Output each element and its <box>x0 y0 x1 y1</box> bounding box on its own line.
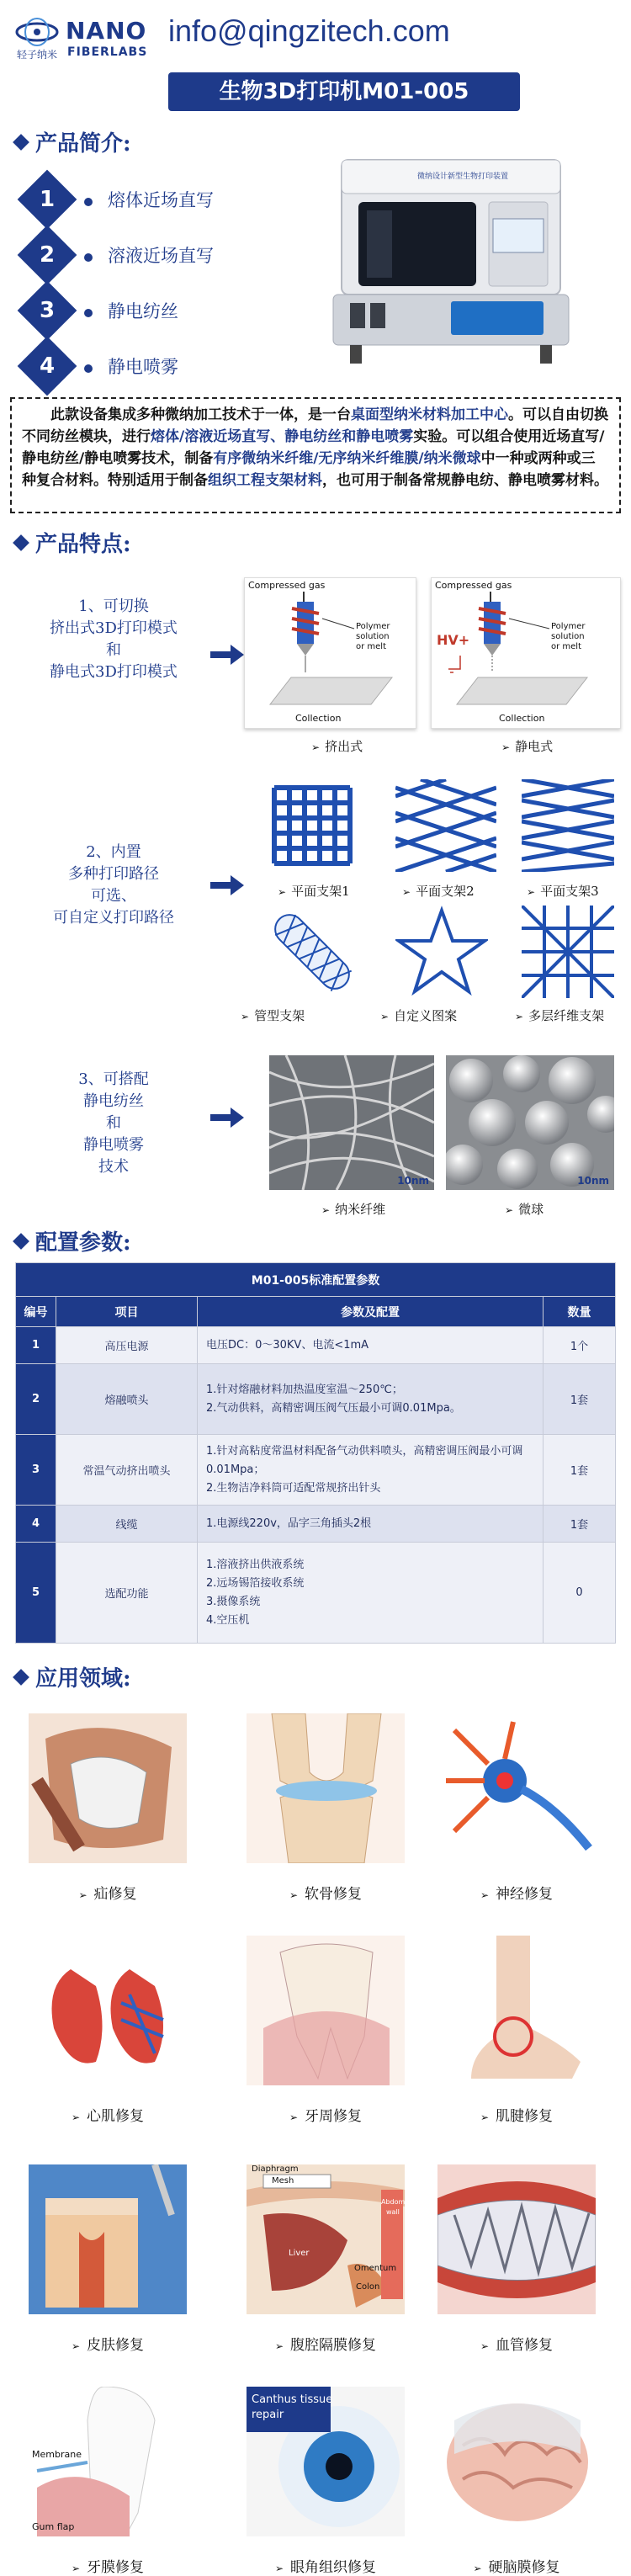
spec-line: 电压DC：0～30KV、电流<1mA <box>206 1338 369 1352</box>
compressed-gas-label: Compressed gas <box>248 580 326 591</box>
row-item: 选配功能 <box>56 1543 198 1644</box>
application-caption <box>11 1882 204 1903</box>
company-logo <box>13 15 165 66</box>
caption-nanofiber: ➢ 纳米纤维 <box>321 1202 386 1217</box>
feature-line: 和 <box>106 641 121 659</box>
caption-multilayer: ➢ 多层纤维支架 <box>515 1008 605 1023</box>
neuron-icon <box>437 1713 596 1863</box>
feature-item <box>84 242 214 268</box>
application-label: 疝修复 <box>93 1886 137 1903</box>
application-label: 腹腔隔膜修复 <box>290 2337 377 2354</box>
application-label: 硬脑膜修复 <box>488 2559 560 2576</box>
feature-number: 1 <box>39 187 56 212</box>
arrow-bullet-icon: ➢ <box>480 2111 490 2123</box>
arrow-bullet-icon: ➢ <box>78 1889 87 1901</box>
gum-icon <box>29 2387 187 2536</box>
row-spec <box>198 1543 544 1644</box>
arrow-right-icon <box>210 1107 244 1128</box>
arrow-bullet-icon: ➢ <box>289 1889 299 1901</box>
hernia-icon <box>29 1713 187 1863</box>
application-image <box>437 2164 596 2314</box>
application-label: 软骨修复 <box>305 1886 363 1903</box>
highlight-text: 组织工程支架材料 <box>208 472 322 489</box>
diamond-bullet-icon <box>13 134 29 151</box>
row-spec <box>198 1364 544 1435</box>
application-caption <box>420 2555 613 2576</box>
caption-microsphere: ➢ 微球 <box>505 1202 544 1217</box>
compressed-gas-label: Compressed gas <box>435 580 512 591</box>
feature-line: 技术 <box>98 1158 129 1176</box>
col-no: 编号 <box>16 1297 56 1327</box>
feature-label: 溶液近场直写 <box>108 246 214 266</box>
application-image <box>29 2164 187 2314</box>
paragraph-text: 实验。可以组合使用近场直写/静电纺丝/静电喷雾技术，制备 <box>22 428 605 467</box>
image-label: Gum flap <box>32 2521 75 2532</box>
application-label: 皮肤修复 <box>87 2337 145 2354</box>
paragraph-text: 中一种或两种或三种复合材料。特别适用于制备 <box>22 450 596 489</box>
abdomen-icon <box>247 2164 405 2314</box>
spec-line: 1.溶液挤出供液系统 <box>206 1558 305 1571</box>
spec-line: 1.电源线220v，品字三角插头2根 <box>206 1516 372 1530</box>
scale-label: 10nm <box>577 1175 609 1187</box>
tube-scaffold-image <box>266 906 358 998</box>
image-label: Liver <box>289 2249 310 2258</box>
row-item: 常温气动挤出喷头 <box>56 1435 198 1506</box>
application-caption <box>229 2104 422 2125</box>
feature-line: 2、内置 <box>86 843 141 861</box>
feature-block2-text <box>25 842 202 929</box>
application-image <box>29 1713 187 1863</box>
application-caption <box>11 2333 204 2354</box>
logo-swirl-icon <box>13 15 64 49</box>
spec-line: 1.针对高粘度常温材料配备气动供料喷头，高精密调压阀最小可调0.01Mpa； <box>206 1444 523 1476</box>
feature-block1-text <box>25 596 202 683</box>
application-label: 牙周修复 <box>305 2108 363 2125</box>
row-qty: 1套 <box>544 1506 616 1543</box>
spec-line: 3.摄像系统 <box>206 1595 261 1608</box>
application-image <box>437 2387 596 2536</box>
row-item: 线缆 <box>56 1506 198 1543</box>
application-caption <box>229 2555 422 2576</box>
feature-number: 4 <box>39 353 56 379</box>
feature-block3-text <box>25 1069 202 1178</box>
feature-line: 和 <box>106 1114 121 1132</box>
image-label: wall <box>386 2208 400 2216</box>
feature-line: 静电式3D打印模式 <box>50 663 178 681</box>
application-image <box>247 1936 405 2085</box>
application-image <box>247 1713 405 1863</box>
row-item: 高压电源 <box>56 1327 198 1364</box>
collection-label: Collection <box>499 713 545 724</box>
application-caption <box>420 2104 613 2125</box>
caption-extrusion: ➢ 挤出式 <box>311 739 363 754</box>
feature-item <box>84 187 214 212</box>
intro-paragraph <box>10 397 621 513</box>
image-label: repair <box>252 2409 284 2421</box>
arrow-right-icon <box>210 875 244 895</box>
table-title: M01-005标准配置参数 <box>16 1263 616 1297</box>
feature-number: 3 <box>39 298 56 323</box>
image-label: Mesh <box>272 2176 294 2186</box>
arrow-bullet-icon: ➢ <box>473 2563 482 2574</box>
bullet-dot-icon <box>84 253 93 262</box>
caption-scaffold1: ➢ 平面支架1 <box>278 884 350 899</box>
logo-cn-text: 轻子纳米 <box>17 49 58 61</box>
logo-nano-text: NANO <box>66 17 147 45</box>
application-caption <box>420 1882 613 1903</box>
row-number: 3 <box>16 1435 56 1506</box>
row-number: 5 <box>16 1543 56 1644</box>
image-label: Membrane <box>32 2449 82 2460</box>
row-qty: 0 <box>544 1543 616 1644</box>
arrow-bullet-icon: ➢ <box>71 2563 81 2574</box>
scale-label: 10nm <box>397 1175 429 1187</box>
row-qty: 1套 <box>544 1364 616 1435</box>
application-caption <box>420 2333 613 2354</box>
arrow-bullet-icon: ➢ <box>71 2340 81 2352</box>
contact-email[interactable]: info@qingzitech.com <box>168 13 450 48</box>
application-label: 牙膜修复 <box>87 2559 145 2576</box>
caption-electrostatic: ➢ 静电式 <box>501 739 554 754</box>
feature-item <box>84 353 178 379</box>
image-label: Abdominal <box>381 2198 417 2206</box>
collection-label: Collection <box>295 713 342 724</box>
intro-heading: 产品简介: <box>15 126 131 157</box>
row-spec <box>198 1506 544 1543</box>
grid-scaffold3-image <box>522 779 614 872</box>
application-label: 肌腱修复 <box>496 2108 554 2125</box>
row-item: 熔融喷头 <box>56 1364 198 1435</box>
nanofiber-sem-image <box>269 1055 434 1190</box>
row-spec <box>198 1435 544 1506</box>
table-row <box>16 1327 616 1364</box>
image-label: Colon <box>356 2282 380 2292</box>
arrow-bullet-icon: ➢ <box>289 2111 299 2123</box>
row-number: 4 <box>16 1506 56 1543</box>
feature-number: 2 <box>39 242 56 268</box>
application-caption <box>229 1882 422 1903</box>
application-image <box>29 1936 187 2085</box>
arrow-bullet-icon: ➢ <box>480 2340 490 2352</box>
tooth-icon <box>247 1936 405 2085</box>
spec-line: 2.远场锡箔接收系统 <box>206 1576 305 1590</box>
paragraph-text: 。可以自由切换不同纺丝模块，进行 <box>22 406 608 445</box>
application-label: 心肌修复 <box>87 2108 145 2125</box>
feature-line: 挤出式3D打印模式 <box>50 619 178 637</box>
feature-line: 可自定义打印路径 <box>53 909 174 927</box>
arrow-bullet-icon: ➢ <box>480 1889 490 1901</box>
col-item: 项目 <box>56 1297 198 1327</box>
bullet-dot-icon <box>84 309 93 317</box>
grid-scaffold1-image <box>266 779 358 872</box>
feature-line: 可选、 <box>91 887 136 905</box>
feature-line: 静电纺丝 <box>83 1092 144 1110</box>
application-image <box>437 1713 596 1863</box>
application-image <box>29 2387 187 2536</box>
application-caption <box>11 2555 204 2576</box>
polymer-label: Polymer solution or melt <box>356 622 390 651</box>
highlight-text: 有序微纳米纤维/无序纳米纤维膜/纳米微球 <box>213 450 481 467</box>
application-caption <box>229 2333 422 2354</box>
microsphere-sem-image <box>446 1055 614 1190</box>
paragraph-text: 此款设备集成多种微纳加工技术于一体，是一台 <box>50 406 351 423</box>
arrow-bullet-icon: ➢ <box>274 2563 284 2574</box>
feature-line: 3、可搭配 <box>78 1070 149 1088</box>
logo-en-text: FIBERLABS <box>67 45 148 59</box>
application-image <box>247 2164 405 2314</box>
application-caption <box>11 2104 204 2125</box>
application-image <box>437 1936 596 2085</box>
row-number: 1 <box>16 1327 56 1364</box>
extrusion-diagram <box>244 577 416 729</box>
row-qty: 1个 <box>544 1327 616 1364</box>
paragraph-text: ，也可用于制备常规静电纺、静电喷雾材料。 <box>322 472 608 489</box>
skin-icon <box>29 2164 187 2314</box>
vessel-icon <box>437 2164 596 2314</box>
diamond-bullet-icon <box>13 1669 29 1686</box>
brain-icon <box>437 2387 596 2536</box>
electrostatic-diagram <box>431 577 621 729</box>
feature-line: 静电喷雾 <box>83 1136 144 1154</box>
row-spec <box>198 1327 544 1364</box>
cartilage-icon <box>247 1713 405 1863</box>
spec-line: 4.空压机 <box>206 1613 250 1627</box>
page-title: 生物3D打印机M01-005 <box>168 72 520 111</box>
feature-item <box>84 298 178 323</box>
col-qty: 数量 <box>544 1297 616 1327</box>
multilayer-scaffold-image <box>522 906 614 998</box>
spec-line: 2.生物洁净料筒可适配常规挤出针头 <box>206 1481 381 1495</box>
arrow-bullet-icon: ➢ <box>274 2340 284 2352</box>
caption-scaffold3: ➢ 平面支架3 <box>527 884 599 899</box>
feature-label: 静电纺丝 <box>108 301 178 321</box>
arrow-bullet-icon: ➢ <box>71 2111 81 2123</box>
config-table <box>15 1262 616 1644</box>
table-row <box>16 1364 616 1435</box>
caption-custom: ➢ 自定义图案 <box>380 1008 458 1023</box>
feature-line: 多种打印路径 <box>68 865 159 883</box>
grid-scaffold2-image <box>395 779 496 872</box>
spec-line: 2.气动供料，高精密调压阀气压最小可调0.01Mpa。 <box>206 1401 461 1415</box>
image-label: Canthus tissue <box>252 2393 333 2406</box>
image-label: Diaphragm <box>252 2164 299 2174</box>
application-label: 血管修复 <box>496 2337 554 2354</box>
row-number: 2 <box>16 1364 56 1435</box>
table-row <box>16 1435 616 1506</box>
image-label: Omentum <box>354 2264 397 2273</box>
heart-icon <box>29 1936 187 2085</box>
table-row <box>16 1543 616 1644</box>
config-heading: 配置参数: <box>15 1225 131 1256</box>
machine-label: 微纳设计新型生物打印装置 <box>417 173 509 181</box>
hv-label: HV+ <box>437 632 470 648</box>
diamond-bullet-icon <box>13 1233 29 1250</box>
application-label: 神经修复 <box>496 1886 554 1903</box>
col-spec: 参数及配置 <box>198 1297 544 1327</box>
feature-label: 静电喷雾 <box>108 357 178 377</box>
diamond-bullet-icon <box>13 534 29 551</box>
table-row <box>16 1506 616 1543</box>
bullet-dot-icon <box>84 364 93 373</box>
printer-machine-image <box>316 151 586 370</box>
tendon-icon <box>437 1936 596 2085</box>
spec-line: 1.针对熔融材料加热温度室温～250℃； <box>206 1383 403 1396</box>
applications-heading: 应用领域: <box>15 1661 131 1692</box>
highlight-text: 熔体/溶液近场直写、静电纺丝和静电喷雾 <box>151 428 414 445</box>
application-label: 眼角组织修复 <box>290 2559 377 2576</box>
feature-label: 熔体近场直写 <box>108 190 214 210</box>
highlight-text: 桌面型纳米材料加工中心 <box>351 406 508 423</box>
features-heading: 产品特点: <box>15 527 131 558</box>
polymer-label: Polymer solution or melt <box>551 622 586 651</box>
caption-scaffold2: ➢ 平面支架2 <box>402 884 475 899</box>
bullet-dot-icon <box>84 198 93 206</box>
row-qty: 1套 <box>544 1435 616 1506</box>
feature-line: 1、可切换 <box>78 598 149 615</box>
caption-tube: ➢ 管型支架 <box>241 1008 305 1023</box>
arrow-right-icon <box>210 645 244 665</box>
star-pattern-image <box>395 906 488 998</box>
